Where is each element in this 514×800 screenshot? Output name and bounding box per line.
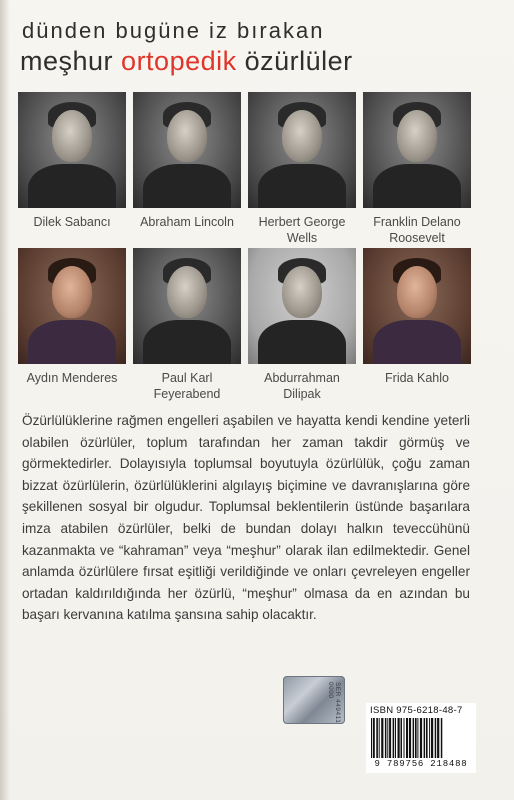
portrait-card	[248, 92, 356, 246]
title-accent: ortopedik	[121, 46, 237, 76]
barcode-stripe	[417, 718, 418, 758]
barcode-stripe	[373, 718, 375, 758]
barcode-stripe	[385, 718, 387, 758]
barcode-stripe	[404, 718, 405, 758]
barcode-stripe	[415, 718, 417, 758]
isbn-label: ISBN 975-6218-48-7	[370, 705, 463, 716]
portrait-card	[248, 248, 356, 402]
title-line-2	[20, 46, 353, 77]
portrait-photo	[18, 92, 126, 208]
portrait-card	[133, 248, 241, 402]
portrait-photo	[133, 92, 241, 208]
title-suffix: özürlüler	[236, 46, 353, 76]
barcode-stripe	[426, 718, 428, 758]
portrait-caption: Frida Kahlo	[385, 371, 449, 385]
portrait-card	[18, 248, 126, 386]
portrait-grid	[18, 92, 472, 401]
barcode-stripe	[424, 718, 426, 758]
barcode-stripe	[437, 718, 439, 758]
barcode-number: 9 789756 218488	[374, 759, 468, 769]
barcode-stripe	[376, 718, 378, 758]
portrait-caption: Abdurrahman Dilipak	[264, 371, 340, 401]
barcode-stripe	[389, 718, 391, 758]
title-line-1: dünden bugüne iz bırakan	[22, 18, 325, 43]
title-prefix: meşhur	[20, 46, 122, 76]
barcode-stripe	[409, 718, 411, 758]
hologram-serial: SER 449411 0000	[327, 682, 341, 724]
portrait-caption: Abraham Lincoln	[140, 215, 234, 229]
portrait-card	[133, 92, 241, 230]
barcode-stripe	[401, 718, 403, 758]
barcode-stripe	[420, 718, 422, 758]
portrait-card	[18, 92, 126, 230]
barcode-stripe	[429, 718, 430, 758]
barcode-bars	[370, 718, 472, 758]
portrait-caption: Herbert George Wells	[258, 215, 346, 245]
back-cover-description: Özürlülüklerine rağmen engelleri aşabilen ve hayatta kendi kendine yeterli olabilen özürlüler, toplum tarafından her zaman takdir görmüş ve görmektedirler. Dolayısıyla toplumsal boyutuyla özürlülük, çoğu zaman bizzat özürlülerin, özürlülüklerini algılayış biçimine ve davranışlarına göre şekillenen sosyal bir olgudur. Toplumsal beklentilerin üstünde başarılara imza atabilen özürlüler, belki de bundan dolayı halkın teveccühünü kazanmakta ve “kahraman” veya “meşhur” olarak ilan edilmektedir. Genel anlamda özürlülere fırsat eşitliği verildiğinde ve onları çevreleyen engeller ortadan kaldırıldığında her özürlü, “meşhur” olmasa da en azından bu başarı kervanına katılma şansına sahip olacaktır.	[22, 413, 470, 623]
portrait-card	[363, 248, 471, 386]
barcode-stripe	[398, 718, 400, 758]
portrait-photo	[363, 92, 471, 208]
barcode-stripe	[381, 718, 383, 758]
portrait-caption: Paul Karl Feyerabend	[153, 371, 221, 401]
isbn-barcode	[366, 703, 476, 773]
barcode-stripe	[413, 718, 415, 758]
portrait-caption: Franklin Delano Roosevelt	[373, 215, 461, 245]
barcode-stripe	[435, 718, 437, 758]
barcode-stripe	[393, 718, 395, 758]
barcode-stripe	[387, 718, 388, 758]
barcode-stripe	[406, 718, 408, 758]
portrait-photo	[18, 248, 126, 364]
barcode-stripe	[371, 718, 372, 758]
portrait-photo	[363, 248, 471, 364]
spine-shadow	[0, 0, 10, 800]
portrait-photo	[248, 92, 356, 208]
barcode-stripe	[441, 718, 443, 758]
hologram-sticker	[283, 676, 345, 724]
portrait-card	[363, 92, 471, 246]
portrait-photo	[133, 248, 241, 364]
barcode-stripe	[379, 718, 380, 758]
barcode-stripe	[395, 718, 396, 758]
portrait-photo	[248, 248, 356, 364]
portrait-caption: Aydın Menderes	[26, 371, 118, 385]
portrait-caption: Dilek Sabancı	[33, 215, 111, 229]
barcode-stripe	[431, 718, 433, 758]
